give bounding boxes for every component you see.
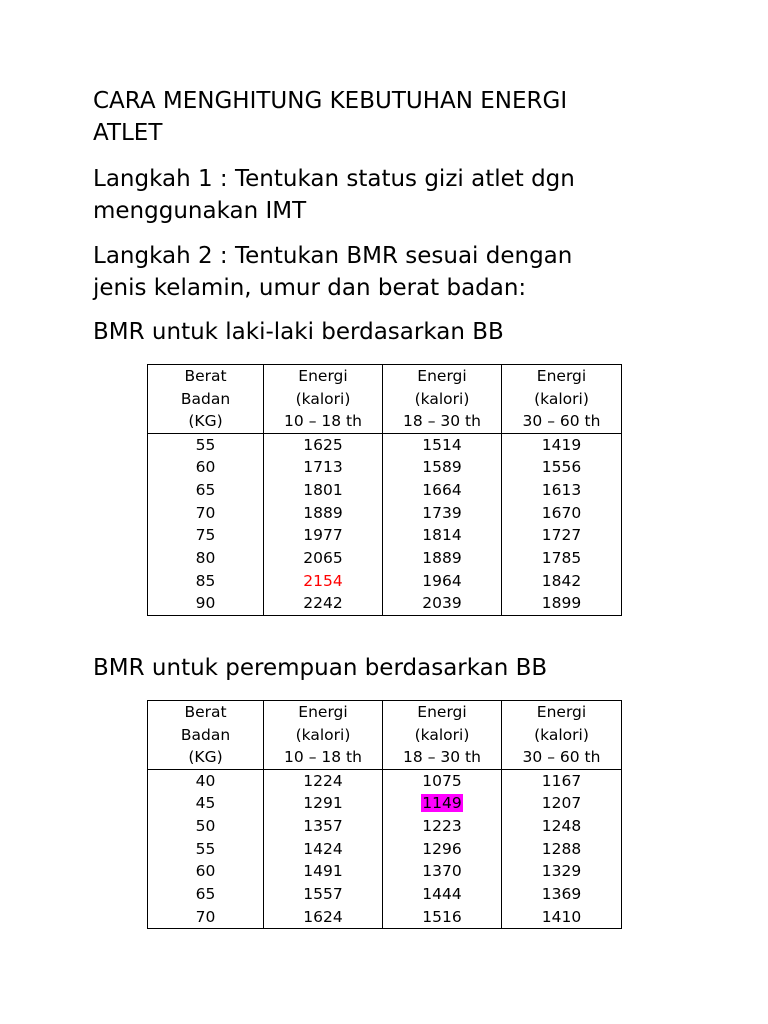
table-cell xyxy=(264,433,383,456)
table-row xyxy=(148,906,622,929)
header-text: Berat xyxy=(184,367,227,385)
cell-value: 1075 xyxy=(422,771,462,790)
header-text: Energi xyxy=(298,367,348,385)
cell-value: 1739 xyxy=(422,503,462,522)
table-row xyxy=(148,592,622,615)
table-cell xyxy=(264,502,383,525)
table-cell xyxy=(264,838,383,861)
table-cell xyxy=(148,479,264,502)
cell-value: 1713 xyxy=(303,458,343,477)
table-cell xyxy=(264,524,383,547)
cell-value: 60 xyxy=(195,862,216,881)
cell-value: 1424 xyxy=(303,839,343,858)
male-table-body xyxy=(148,433,622,616)
header-text: 18 – 30 th xyxy=(403,412,481,430)
cell-value: 1288 xyxy=(541,839,582,858)
table-row xyxy=(148,502,622,525)
header-text: 10 – 18 th xyxy=(284,412,362,430)
table-cell xyxy=(264,479,383,502)
title-line-1: CARA MENGHITUNG KEBUTUHAN ENERGI xyxy=(93,88,568,114)
cell-value: 1801 xyxy=(303,480,343,499)
cell-value: 1670 xyxy=(541,503,582,522)
header-energy-18-30 xyxy=(383,701,502,770)
highlighted-value: 1149 xyxy=(422,794,462,813)
header-text: Badan xyxy=(180,725,231,744)
header-text: (kalori) xyxy=(534,725,589,744)
table-cell xyxy=(383,792,502,815)
cell-value: 1444 xyxy=(422,885,462,904)
table-cell xyxy=(264,906,383,929)
table-cell xyxy=(148,838,264,861)
table-cell xyxy=(264,815,383,838)
table-cell xyxy=(148,769,264,792)
table-cell xyxy=(264,883,383,906)
cell-value: 1557 xyxy=(303,885,343,904)
table-cell xyxy=(148,815,264,838)
cell-value: 1514 xyxy=(422,435,462,454)
cell-value: 1964 xyxy=(422,571,462,590)
table-cell xyxy=(148,592,264,615)
male-table-heading: BMR untuk laki-laki berdasarkan BB xyxy=(93,319,504,345)
table-cell xyxy=(502,479,622,502)
table-row xyxy=(148,883,622,906)
table-row xyxy=(148,792,622,815)
table-cell xyxy=(502,456,622,479)
table-cell xyxy=(148,502,264,525)
cell-value: 60 xyxy=(195,458,216,477)
cell-value: 1224 xyxy=(303,771,343,790)
cell-value: 50 xyxy=(195,816,216,835)
cell-value: 85 xyxy=(195,571,216,590)
cell-value: 65 xyxy=(195,480,216,499)
cell-value: 1370 xyxy=(422,862,462,881)
table-cell xyxy=(264,547,383,570)
cell-value: 2039 xyxy=(422,594,462,613)
table-cell xyxy=(502,792,622,815)
table-cell xyxy=(502,524,622,547)
table-cell xyxy=(502,433,622,456)
table-cell xyxy=(383,906,502,929)
header-text: 18 – 30 th xyxy=(403,748,481,766)
cell-value: 1248 xyxy=(541,816,582,835)
title-line-2: ATLET xyxy=(93,120,163,146)
header-energy-30-60 xyxy=(502,701,622,770)
male-bmr-table xyxy=(147,364,622,616)
header-text: 10 – 18 th xyxy=(284,748,362,766)
header-text: Energi xyxy=(298,703,348,721)
table-header-row xyxy=(148,365,622,434)
table-cell xyxy=(383,479,502,502)
cell-value: 1889 xyxy=(422,549,462,568)
step1-line-2: menggunakan IMT xyxy=(93,198,307,224)
cell-value: 1814 xyxy=(422,526,462,545)
cell-value: 1410 xyxy=(541,907,582,926)
cell-value: 70 xyxy=(195,907,216,926)
header-text: (KG) xyxy=(188,748,223,766)
table-cell xyxy=(502,570,622,593)
table-cell xyxy=(383,860,502,883)
table-row xyxy=(148,815,622,838)
header-text: Berat xyxy=(184,703,227,721)
table-cell xyxy=(383,883,502,906)
header-energy-10-18 xyxy=(264,701,383,770)
step1-line-1: Langkah 1 : Tentukan status gizi atlet dgn xyxy=(93,166,575,192)
table-row xyxy=(148,524,622,547)
cell-value: 1419 xyxy=(541,435,582,454)
table-cell xyxy=(148,456,264,479)
highlighted-value: 2154 xyxy=(303,571,343,590)
cell-value: 1516 xyxy=(422,907,462,926)
table-cell xyxy=(148,547,264,570)
header-weight xyxy=(148,701,264,770)
table-row xyxy=(148,838,622,861)
cell-value: 1357 xyxy=(303,816,343,835)
header-text: 30 – 60 th xyxy=(522,748,601,766)
cell-value: 1329 xyxy=(541,862,582,881)
table-cell xyxy=(264,769,383,792)
header-energy-10-18 xyxy=(264,365,383,434)
cell-value: 1664 xyxy=(422,480,462,499)
cell-value: 1589 xyxy=(422,458,462,477)
cell-value: 55 xyxy=(195,435,216,454)
header-text: (KG) xyxy=(188,412,223,430)
cell-value: 1624 xyxy=(303,907,343,926)
cell-value: 65 xyxy=(195,885,216,904)
table-row xyxy=(148,769,622,792)
table-cell xyxy=(383,502,502,525)
table-cell xyxy=(148,570,264,593)
cell-value: 1296 xyxy=(422,839,462,858)
table-cell xyxy=(383,524,502,547)
table-cell xyxy=(148,524,264,547)
header-text: Energi xyxy=(536,367,587,385)
header-weight xyxy=(148,365,264,434)
cell-value: 1842 xyxy=(541,571,582,590)
cell-value: 1167 xyxy=(541,771,582,790)
table-cell xyxy=(502,769,622,792)
table-cell xyxy=(502,883,622,906)
table-cell xyxy=(502,815,622,838)
header-text: (kalori) xyxy=(534,389,589,408)
cell-value: 1223 xyxy=(422,816,462,835)
table-cell xyxy=(383,592,502,615)
cell-value: 75 xyxy=(195,526,216,545)
table-cell xyxy=(383,815,502,838)
cell-value: 1889 xyxy=(303,503,343,522)
table-row xyxy=(148,860,622,883)
female-bmr-table xyxy=(147,700,622,929)
cell-value: 1613 xyxy=(541,480,582,499)
table-cell xyxy=(502,502,622,525)
table-cell xyxy=(502,906,622,929)
cell-value: 1727 xyxy=(541,526,582,545)
header-text: Badan xyxy=(180,389,231,408)
table-cell xyxy=(383,769,502,792)
table-cell xyxy=(383,433,502,456)
table-cell xyxy=(383,570,502,593)
cell-value: 1977 xyxy=(303,526,343,545)
header-text: (kalori) xyxy=(414,389,470,408)
table-row xyxy=(148,456,622,479)
table-cell xyxy=(502,547,622,570)
table-header-row xyxy=(148,701,622,770)
header-text: (kalori) xyxy=(295,725,351,744)
table-row xyxy=(148,547,622,570)
cell-value: 90 xyxy=(195,594,216,613)
header-text: Energi xyxy=(417,703,467,721)
table-cell xyxy=(148,883,264,906)
table-cell xyxy=(264,592,383,615)
cell-value: 1785 xyxy=(541,549,582,568)
cell-value: 1291 xyxy=(303,794,343,813)
step2-line-1: Langkah 2 : Tentukan BMR sesuai dengan xyxy=(93,243,573,269)
table-cell xyxy=(502,838,622,861)
table-cell xyxy=(264,860,383,883)
table-cell xyxy=(148,792,264,815)
table-cell xyxy=(383,456,502,479)
header-text: (kalori) xyxy=(295,389,351,408)
cell-value: 1625 xyxy=(303,435,343,454)
cell-value: 45 xyxy=(195,794,216,813)
table-cell xyxy=(502,860,622,883)
cell-value: 2065 xyxy=(303,549,343,568)
table-cell xyxy=(383,547,502,570)
table-cell xyxy=(264,792,383,815)
female-table-body xyxy=(148,769,622,929)
header-energy-18-30 xyxy=(383,365,502,434)
table-row xyxy=(148,570,622,593)
table-cell xyxy=(148,906,264,929)
table-cell xyxy=(383,838,502,861)
table-cell xyxy=(264,570,383,593)
header-energy-30-60 xyxy=(502,365,622,434)
table-cell xyxy=(148,860,264,883)
header-text: Energi xyxy=(417,367,467,385)
cell-value: 1556 xyxy=(541,458,582,477)
cell-value: 1899 xyxy=(541,594,582,613)
cell-value: 1207 xyxy=(541,794,582,813)
cell-value: 70 xyxy=(195,503,216,522)
table-cell xyxy=(148,433,264,456)
cell-value: 2242 xyxy=(303,594,343,613)
cell-value: 1369 xyxy=(541,885,582,904)
cell-value: 40 xyxy=(195,771,216,790)
table-row xyxy=(148,479,622,502)
table-row xyxy=(148,433,622,456)
header-text: (kalori) xyxy=(414,725,470,744)
header-text: 30 – 60 th xyxy=(522,412,601,430)
table-cell xyxy=(264,456,383,479)
header-text: Energi xyxy=(536,703,587,721)
step2-line-2: jenis kelamin, umur dan berat badan: xyxy=(93,275,527,301)
cell-value: 1491 xyxy=(303,862,343,881)
cell-value: 55 xyxy=(195,839,216,858)
table-cell xyxy=(502,592,622,615)
female-table-heading: BMR untuk perempuan berdasarkan BB xyxy=(93,655,548,681)
cell-value: 80 xyxy=(195,549,216,568)
